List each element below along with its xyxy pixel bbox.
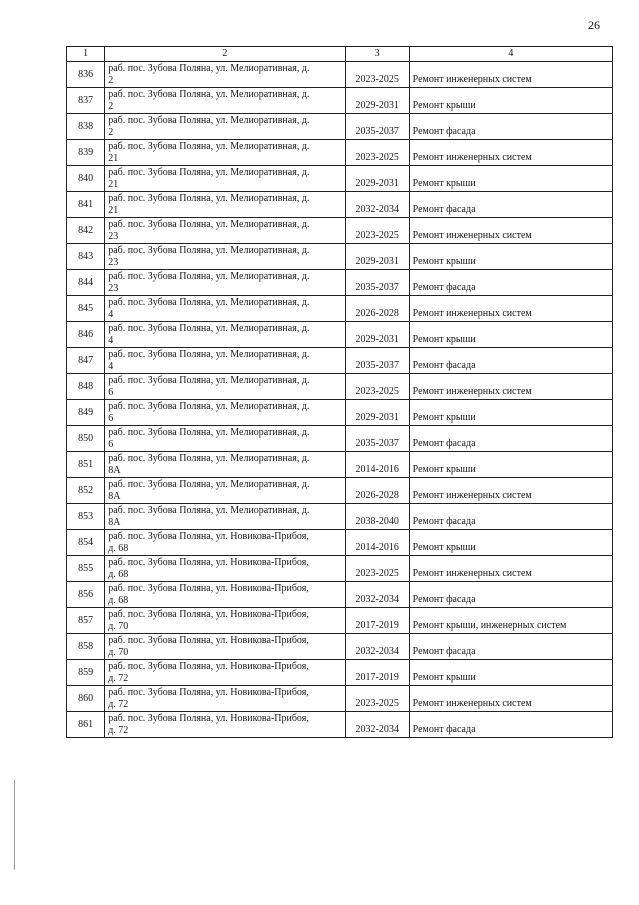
row-address: раб. пос. Зубова Поляна, ул. Новикова-Прибоя, д. 70 [105, 634, 345, 660]
table-row [67, 504, 613, 530]
row-number: 857 [67, 608, 105, 634]
row-address: раб. пос. Зубова Поляна, ул. Новикова-Прибоя, д. 72 [105, 686, 345, 712]
row-number: 844 [67, 270, 105, 296]
row-work-type: Ремонт фасада [409, 114, 612, 140]
row-work-type: Ремонт фасада [409, 712, 612, 738]
table-row [67, 660, 613, 686]
row-years: 2029-2031 [345, 244, 409, 270]
table-row [67, 296, 613, 322]
row-address: раб. пос. Зубова Поляна, ул. Новикова-Прибоя, д. 68 [105, 582, 345, 608]
row-years: 2029-2031 [345, 400, 409, 426]
row-years: 2023-2025 [345, 218, 409, 244]
row-work-type: Ремонт крыши [409, 166, 612, 192]
row-number: 849 [67, 400, 105, 426]
row-address: раб. пос. Зубова Поляна, ул. Мелиоративная, д. 8А [105, 452, 345, 478]
row-years: 2032-2034 [345, 634, 409, 660]
row-work-type: Ремонт крыши [409, 88, 612, 114]
table-row [67, 140, 613, 166]
column-header-years: 3 [345, 47, 409, 62]
table-row [67, 322, 613, 348]
row-years: 2038-2040 [345, 504, 409, 530]
row-number: 843 [67, 244, 105, 270]
row-number: 836 [67, 62, 105, 88]
row-work-type: Ремонт крыши [409, 322, 612, 348]
row-number: 850 [67, 426, 105, 452]
scan-margin-line [14, 780, 15, 870]
row-number: 846 [67, 322, 105, 348]
row-number: 847 [67, 348, 105, 374]
row-number: 859 [67, 660, 105, 686]
table-row [67, 712, 613, 738]
table-body [67, 62, 613, 738]
row-address: раб. пос. Зубова Поляна, ул. Мелиоративная, д. 21 [105, 166, 345, 192]
row-number: 851 [67, 452, 105, 478]
row-number: 842 [67, 218, 105, 244]
row-years: 2023-2025 [345, 556, 409, 582]
row-work-type: Ремонт фасада [409, 582, 612, 608]
row-address: раб. пос. Зубова Поляна, ул. Мелиоративная, д. 8А [105, 478, 345, 504]
column-header-number: 1 [67, 47, 105, 62]
row-years: 2023-2025 [345, 62, 409, 88]
row-years: 2014-2016 [345, 452, 409, 478]
table-row [67, 114, 613, 140]
row-years: 2035-2037 [345, 114, 409, 140]
row-address: раб. пос. Зубова Поляна, ул. Мелиоративная, д. 21 [105, 192, 345, 218]
row-number: 840 [67, 166, 105, 192]
table-row [67, 634, 613, 660]
row-number: 858 [67, 634, 105, 660]
row-years: 2035-2037 [345, 348, 409, 374]
row-address: раб. пос. Зубова Поляна, ул. Мелиоративная, д. 4 [105, 296, 345, 322]
row-address: раб. пос. Зубова Поляна, ул. Мелиоративная, д. 2 [105, 88, 345, 114]
row-address: раб. пос. Зубова Поляна, ул. Мелиоративная, д. 2 [105, 114, 345, 140]
table-row [67, 400, 613, 426]
row-years: 2032-2034 [345, 712, 409, 738]
row-number: 861 [67, 712, 105, 738]
row-address: раб. пос. Зубова Поляна, ул. Мелиоративная, д. 2 [105, 62, 345, 88]
row-address: раб. пос. Зубова Поляна, ул. Мелиоративная, д. 21 [105, 140, 345, 166]
page-number: 26 [588, 18, 600, 32]
row-number: 852 [67, 478, 105, 504]
row-number: 856 [67, 582, 105, 608]
row-years: 2029-2031 [345, 322, 409, 348]
table-row [67, 374, 613, 400]
row-number: 838 [67, 114, 105, 140]
table-row [67, 530, 613, 556]
row-address: раб. пос. Зубова Поляна, ул. Новикова-Прибоя, д. 72 [105, 660, 345, 686]
row-work-type: Ремонт крыши [409, 452, 612, 478]
table-row [67, 244, 613, 270]
row-number: 841 [67, 192, 105, 218]
row-work-type: Ремонт фасада [409, 426, 612, 452]
row-number: 839 [67, 140, 105, 166]
row-address: раб. пос. Зубова Поляна, ул. Мелиоративная, д. 4 [105, 348, 345, 374]
row-work-type: Ремонт инженерных систем [409, 296, 612, 322]
column-header-address: 2 [105, 47, 345, 62]
row-address: раб. пос. Зубова Поляна, ул. Мелиоративная, д. 6 [105, 426, 345, 452]
row-address: раб. пос. Зубова Поляна, ул. Мелиоративная, д. 23 [105, 270, 345, 296]
table-row [67, 556, 613, 582]
registry-table [66, 46, 613, 738]
row-years: 2029-2031 [345, 88, 409, 114]
row-years: 2026-2028 [345, 296, 409, 322]
row-address: раб. пос. Зубова Поляна, ул. Мелиоративная, д. 23 [105, 218, 345, 244]
row-years: 2017-2019 [345, 608, 409, 634]
row-address: раб. пос. Зубова Поляна, ул. Мелиоративная, д. 8А [105, 504, 345, 530]
row-years: 2035-2037 [345, 426, 409, 452]
row-address: раб. пос. Зубова Поляна, ул. Мелиоративная, д. 23 [105, 244, 345, 270]
row-number: 854 [67, 530, 105, 556]
table-row [67, 608, 613, 634]
row-work-type: Ремонт фасада [409, 270, 612, 296]
table-row [67, 426, 613, 452]
row-number: 845 [67, 296, 105, 322]
row-work-type: Ремонт фасада [409, 504, 612, 530]
table-row [67, 166, 613, 192]
row-work-type: Ремонт крыши [409, 400, 612, 426]
table-row [67, 478, 613, 504]
table-row [67, 348, 613, 374]
row-work-type: Ремонт инженерных систем [409, 374, 612, 400]
row-address: раб. пос. Зубова Поляна, ул. Мелиоративная, д. 6 [105, 374, 345, 400]
row-work-type: Ремонт крыши [409, 660, 612, 686]
row-number: 853 [67, 504, 105, 530]
row-work-type: Ремонт фасада [409, 192, 612, 218]
row-work-type: Ремонт инженерных систем [409, 218, 612, 244]
row-years: 2023-2025 [345, 686, 409, 712]
table-header-row [67, 47, 613, 62]
row-work-type: Ремонт инженерных систем [409, 556, 612, 582]
row-years: 2026-2028 [345, 478, 409, 504]
row-work-type: Ремонт инженерных систем [409, 478, 612, 504]
row-years: 2023-2025 [345, 140, 409, 166]
row-number: 837 [67, 88, 105, 114]
row-address: раб. пос. Зубова Поляна, ул. Новикова-Прибоя, д. 70 [105, 608, 345, 634]
row-years: 2032-2034 [345, 192, 409, 218]
column-header-work: 4 [409, 47, 612, 62]
table-row [67, 192, 613, 218]
table-row [67, 270, 613, 296]
row-years: 2035-2037 [345, 270, 409, 296]
row-work-type: Ремонт инженерных систем [409, 140, 612, 166]
row-years: 2017-2019 [345, 660, 409, 686]
row-work-type: Ремонт фасада [409, 348, 612, 374]
row-address: раб. пос. Зубова Поляна, ул. Мелиоративная, д. 4 [105, 322, 345, 348]
row-work-type: Ремонт фасада [409, 634, 612, 660]
row-years: 2029-2031 [345, 166, 409, 192]
row-work-type: Ремонт крыши [409, 530, 612, 556]
table-row [67, 88, 613, 114]
row-work-type: Ремонт инженерных систем [409, 62, 612, 88]
row-work-type: Ремонт инженерных систем [409, 686, 612, 712]
table-row [67, 62, 613, 88]
table-row [67, 218, 613, 244]
row-number: 848 [67, 374, 105, 400]
row-number: 860 [67, 686, 105, 712]
row-years: 2032-2034 [345, 582, 409, 608]
row-number: 855 [67, 556, 105, 582]
row-address: раб. пос. Зубова Поляна, ул. Новикова-Прибоя, д. 68 [105, 556, 345, 582]
row-work-type: Ремонт крыши, инженерных систем [409, 608, 612, 634]
row-address: раб. пос. Зубова Поляна, ул. Новикова-Прибоя, д. 72 [105, 712, 345, 738]
row-years: 2023-2025 [345, 374, 409, 400]
row-address: раб. пос. Зубова Поляна, ул. Новикова-Прибоя, д. 68 [105, 530, 345, 556]
row-address: раб. пос. Зубова Поляна, ул. Мелиоративная, д. 6 [105, 400, 345, 426]
row-work-type: Ремонт крыши [409, 244, 612, 270]
table-row [67, 686, 613, 712]
table-row [67, 452, 613, 478]
row-years: 2014-2016 [345, 530, 409, 556]
table-row [67, 582, 613, 608]
